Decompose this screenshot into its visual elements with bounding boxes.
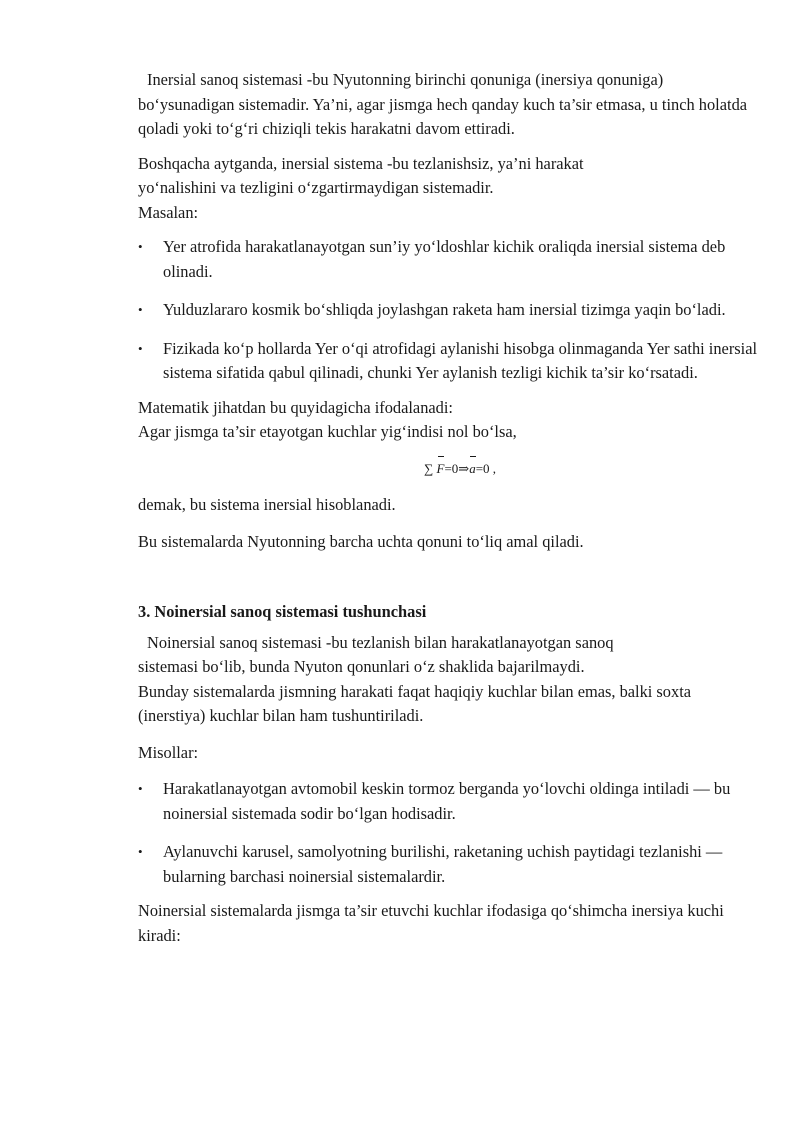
acceleration-vector: a xyxy=(469,457,476,482)
inertial-definition-paragraph: Inersial sanoq sistemasi -bu Nyutonning birinchi qonuniga (inersiya qonuniga) bo‘ysunadigan sistemadir. Ya’ni, agar jismga hech qanday kuch ta’sir etmasa, u tinch holatda qoladi yoki to‘g‘ri chiziqli tekis harakatni davom ettiradi. xyxy=(138,70,748,138)
list-item xyxy=(138,777,758,826)
list-item-text: Yer atrofida harakatlanayotgan sun’iy yo‘ldoshlar kichik oraliqda inersial sistema deb olinadi. xyxy=(163,237,726,281)
list-item-text: Yulduzlararo kosmik bo‘shliqda joylashgan raketa ham inersial tizimga yaqin bo‘ladi. xyxy=(163,300,726,319)
formula-equals-implies: =0⇒ xyxy=(444,460,470,476)
examples-label: Misollar: xyxy=(138,742,199,762)
list-item-text: Fizikada ko‘p hollarda Yer o‘qi atrofidagi aylanishi hisobga olinmaganda Yer sathi inersial sistema sifatida qabul qilinadi, chunki Yer aylanish tezligi kichik ta’sir ko‘rsatadi. xyxy=(163,338,758,382)
bullet-icon: • xyxy=(138,781,143,796)
list-item-text: Harakatlanayotgan avtomobil keskin tormoz berganda yo‘lovchi oldinga intiladi — bu noinersial sistemada sodir bo‘lgan hodisadir. xyxy=(163,779,731,823)
examples-label: Masalan: xyxy=(138,202,199,222)
bullet-icon: • xyxy=(138,844,143,859)
list-item xyxy=(138,337,758,386)
list-item-text: Aylanuvchi karusel, samolyotning burilishi, raketaning uchish paytidagi tezlanishi — bularning barchasi noinersial sistemalardir. xyxy=(163,842,723,886)
bullet-icon: • xyxy=(138,340,143,356)
bullet-icon: • xyxy=(138,239,143,254)
noninertial-intro-line-3: Bunday sistemalarda jismning harakati faqat haqiqiy kuchlar bilan emas, balki soxta (inerstiya) kuchlar bilan ham tushuntiriladi. xyxy=(138,681,692,725)
document-page xyxy=(138,68,758,948)
list-item xyxy=(138,298,758,323)
inertial-conclusion: demak, bu sistema inersial hisoblanadi. xyxy=(138,495,396,514)
noninertial-intro-line-1: Noinersial sanoq sistemasi -bu tezlanish bilan harakatlanayotgan sanoq xyxy=(147,632,614,652)
newton-laws-note: Bu sistemalarda Nyutonning barcha uchta qonuni to‘liq amal qiladi. xyxy=(138,531,584,551)
section-heading: 3. Noinersial sanoq sistemasi tushunchasi xyxy=(138,602,427,621)
inertial-alt-definition-line-1: Boshqacha aytganda, inersial sistema -bu tezlanishsiz, ya’ni harakat xyxy=(138,153,584,173)
bullet-icon: • xyxy=(138,302,143,317)
inertial-examples-list xyxy=(138,235,758,386)
force-vector: F xyxy=(437,457,445,482)
math-intro-line-1: Matematik jihatdan bu quyidagicha ifodalanadi: xyxy=(138,397,453,417)
noninertial-examples-list xyxy=(138,777,758,889)
math-intro-line-2: Agar jismga ta’sir etayotgan kuchlar yig‘indisi nol bo‘lsa, xyxy=(138,422,517,441)
formula-equals-zero: =0 , xyxy=(475,460,497,476)
sum-symbol: ∑ xyxy=(423,460,434,476)
list-item xyxy=(138,840,758,889)
noninertial-intro-line-2: sistemasi bo‘lib, bunda Nyuton qonunlari o‘z shaklida bajarilmaydi. xyxy=(138,657,585,676)
inertial-force-note: Noinersial sistemalarda jismga ta’sir etuvchi kuchlar ifodasiga qo‘shimcha inersiya kuchi kiradi: xyxy=(138,901,724,945)
list-item xyxy=(138,235,758,284)
sum-of-forces-formula xyxy=(138,457,758,482)
inertial-alt-definition-line-2: yo‘nalishini va tezligini o‘zgartirmaydigan sistemadir. xyxy=(138,178,494,197)
